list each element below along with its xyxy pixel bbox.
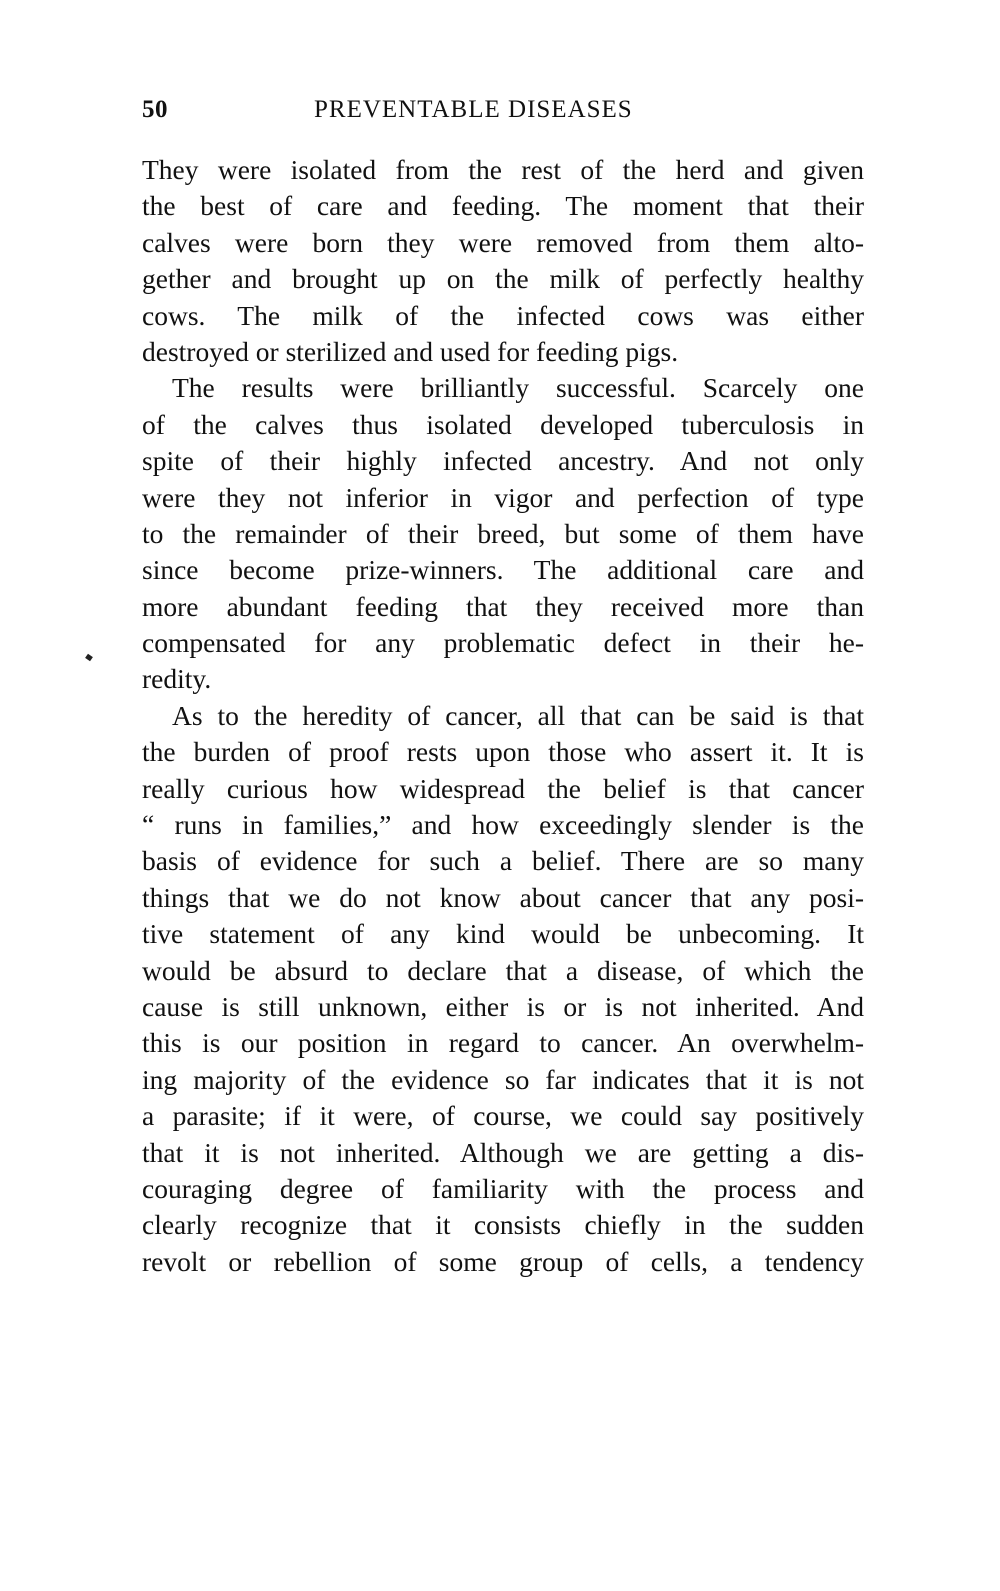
text-line: ing majority of the evidence so far indicates that it is not — [142, 1063, 864, 1095]
text-line: of the calves thus isolated developed tuberculosis in — [142, 408, 864, 440]
text-line: They were isolated from the rest of the herd and given — [142, 154, 864, 185]
text-line: to the remainder of their breed, but some of them have — [142, 517, 864, 549]
text-line: the burden of proof rests upon those who assert it. It is — [142, 736, 864, 768]
text-line: calves were born they were removed from them alto- — [142, 226, 864, 258]
text-line: The results were brilliantly successful. Scarcely one — [172, 372, 864, 404]
text-line: the best of care and feeding. The moment that their — [142, 190, 864, 222]
body-text — [142, 152, 864, 1280]
text-line: gether and brought up on the milk of perfectly healthy — [142, 263, 864, 295]
text-line: couraging degree of familiarity with the process and — [142, 1172, 864, 1204]
scan-artifact-mark — [85, 654, 93, 662]
text-line: more abundant feeding that they received more than — [142, 590, 864, 622]
text-line: tive statement of any kind would be unbecoming. It — [142, 918, 864, 950]
text-line: things that we do not know about cancer that any posi- — [142, 881, 864, 913]
text-line: revolt or rebellion of some group of cells, a tendency — [142, 1245, 864, 1277]
running-title: PREVENTABLE DISEASES — [314, 96, 633, 123]
text-line: this is our position in regard to cancer. An overwhelm- — [142, 1027, 864, 1059]
text-line: compensated for any problematic defect in their he- — [142, 627, 864, 659]
text-line: since become prize-winners. The additional care and — [142, 554, 864, 586]
text-line: were they not inferior in vigor and perfection of type — [142, 481, 864, 513]
text-line: would be absurd to declare that a disease, of which the — [142, 954, 864, 986]
text-line: redity. — [142, 663, 212, 695]
text-line: clearly recognize that it consists chiefly in the sudden — [142, 1209, 864, 1241]
text-line: cause is still unknown, either is or is not inherited. And — [142, 990, 864, 1022]
page-number: 50 — [142, 96, 168, 123]
text-line: really curious how widespread the belief is that cancer — [142, 772, 864, 804]
text-line: that it is not inherited. Although we are getting a dis- — [142, 1136, 864, 1168]
text-line: “ runs in families,” and how exceedingly slender is the — [142, 809, 864, 841]
text-line: a parasite; if it were, of course, we could say positively — [142, 1100, 864, 1132]
text-line: destroyed or sterilized and used for feeding pigs. — [142, 335, 679, 367]
text-line: As to the heredity of cancer, all that can be said is that — [172, 699, 864, 731]
text-line: spite of their highly infected ancestry. And not only — [142, 445, 864, 477]
text-line: basis of evidence for such a belief. There are so many — [142, 845, 864, 877]
text-line: cows. The milk of the infected cows was either — [142, 299, 864, 331]
running-head — [142, 96, 872, 136]
